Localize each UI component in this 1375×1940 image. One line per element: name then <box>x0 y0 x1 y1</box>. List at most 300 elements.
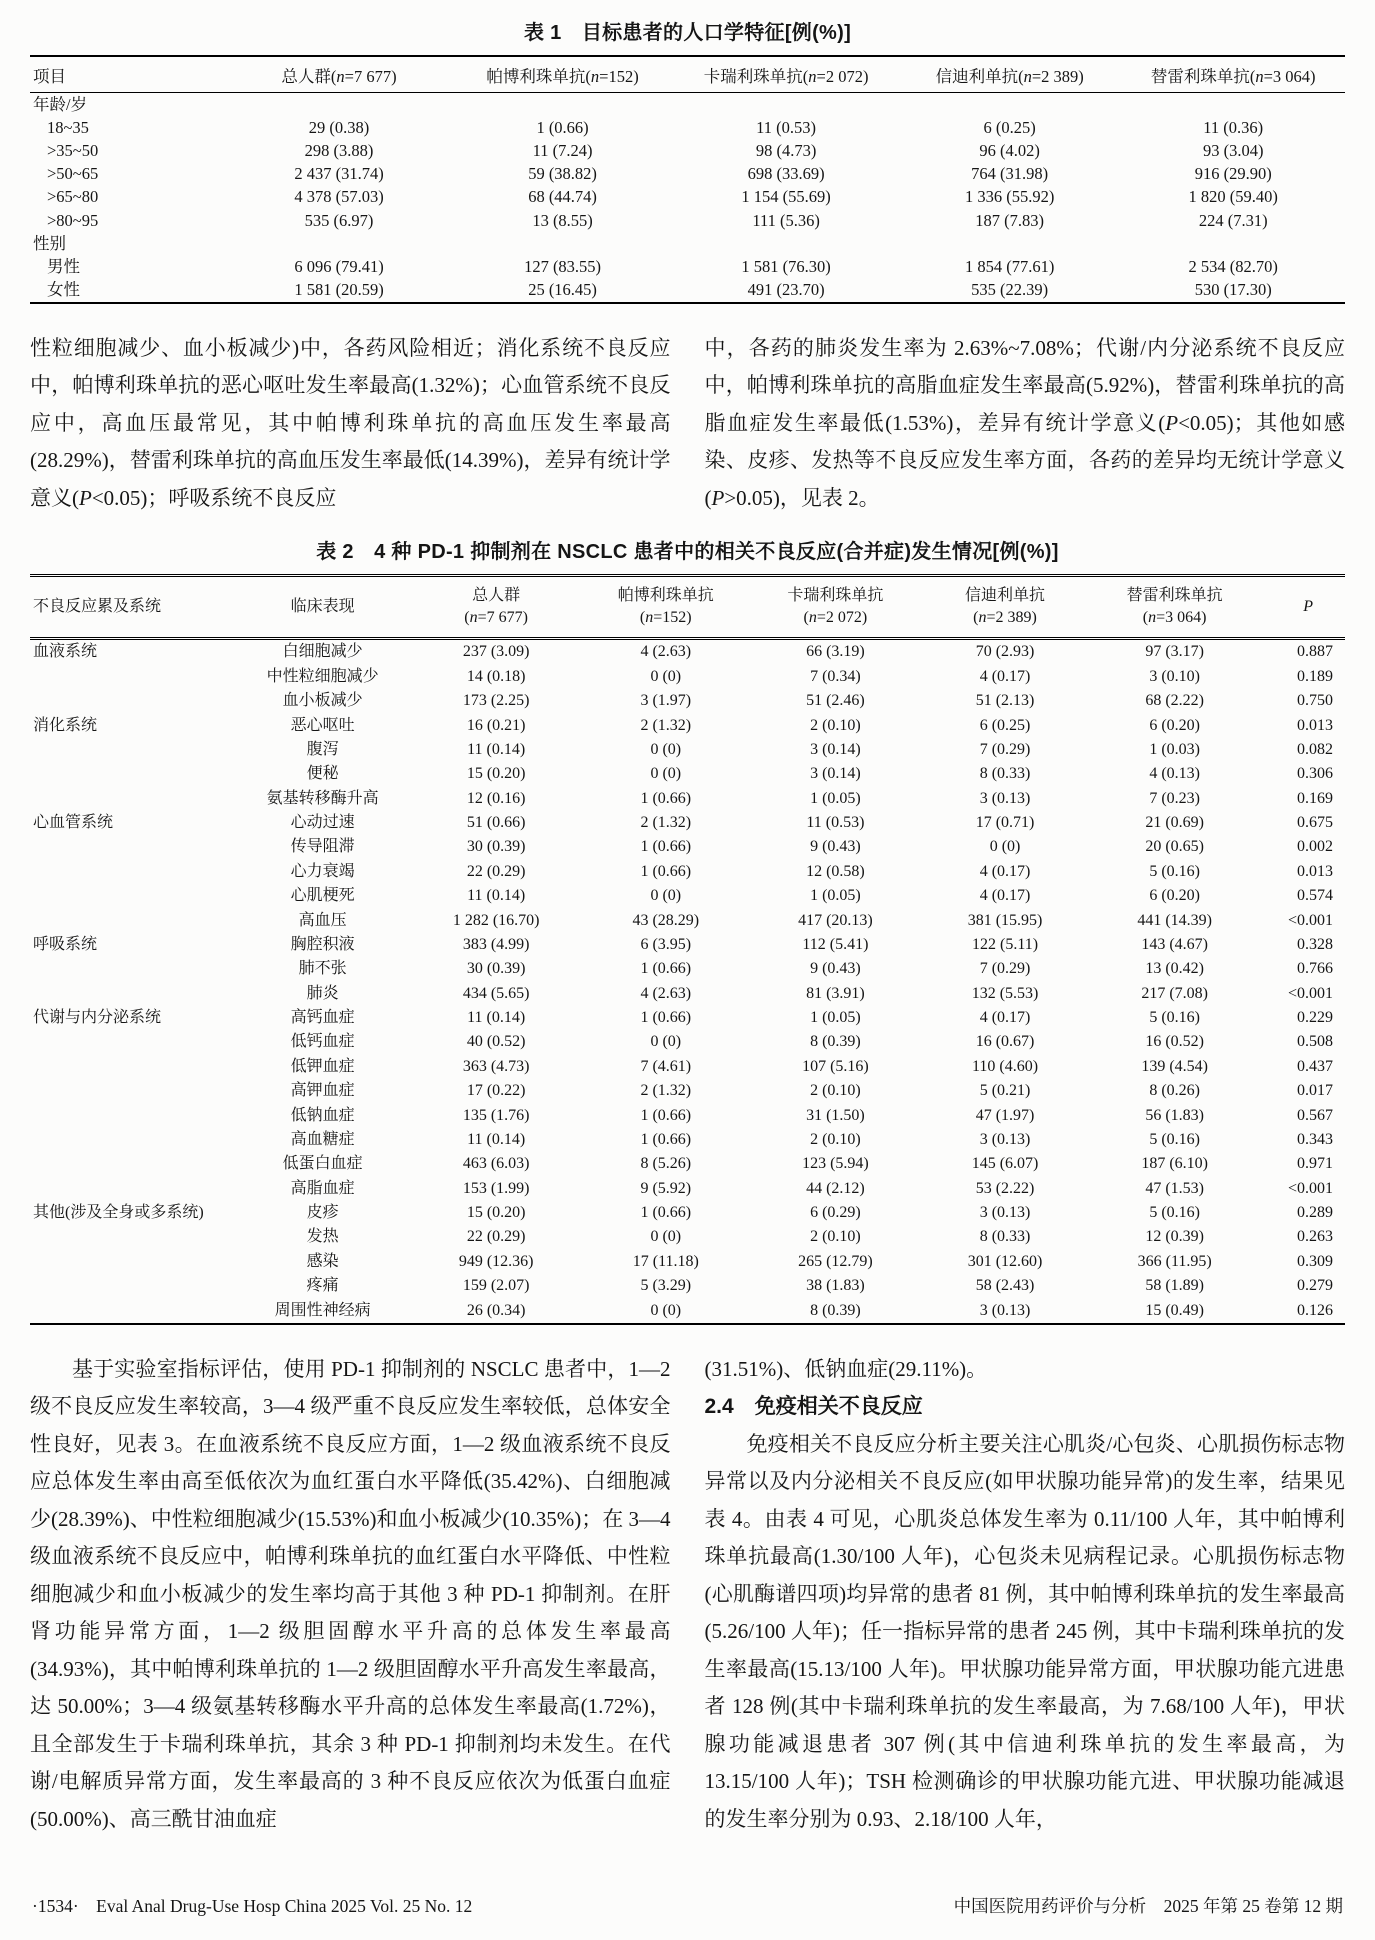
row-system-label <box>30 1152 234 1176</box>
cell-value: 1 (0.66) <box>640 960 692 978</box>
cell-value: 7 (4.61) <box>640 1057 692 1075</box>
cell-value: 11 (0.53) <box>756 117 817 137</box>
cell-value: 6 (0.25) <box>979 716 1031 734</box>
cell-value: 301 (12.60) <box>967 1252 1043 1270</box>
body-paragraph: 中，各药的肺炎发生率为 2.63%~7.08%；代谢/内分泌系统不良反应中，帕博利珠单抗的高脂血症发生率最高(5.92%)，替雷利珠单抗的高脂血症发生率最低(1.53%)，差异有统计学意义(P<0.05)；其他如感染、皮疹、发热等不良反应发生率方面，各药的差异均无统计学意义(P>0.05)，见表 2。 <box>704 335 1345 510</box>
row-symptom-label: 氨基转移酶升高 <box>266 789 379 807</box>
table2-row <box>30 1250 1345 1274</box>
cell-value: 30 (0.39) <box>466 960 526 978</box>
cell-p-value: 0.574 <box>1297 887 1333 905</box>
cell-value: 366 (11.95) <box>1137 1252 1212 1270</box>
table1-header-row <box>30 56 1345 93</box>
row-symptom-label: 低钙血症 <box>290 1033 355 1051</box>
cell-value: 187 (7.83) <box>975 210 1045 230</box>
cell-value: 441 (14.39) <box>1137 911 1212 929</box>
table1-header-item: 替雷利珠单抗(n=3 064) <box>1121 56 1345 93</box>
cell-value: 1 (0.05) <box>810 1009 861 1026</box>
footer-journal-cn: 中国医院用药评价与分析 2025 年第 25 卷第 12 期 <box>953 1896 1343 1916</box>
row-symptom-label: 高血糖症 <box>290 1130 355 1148</box>
cell-value: 13 (8.55) <box>532 210 593 230</box>
drug-n: (n=3 064) <box>1142 609 1207 627</box>
cell-value: 5 (0.16) <box>1149 1130 1200 1148</box>
row-symptom-label: 皮疹 <box>306 1204 339 1221</box>
table2-row <box>30 1128 1345 1152</box>
table2-row <box>30 1201 1345 1225</box>
row-symptom-label: 低蛋白血症 <box>282 1155 363 1173</box>
row-system-label: 消化系统 <box>33 716 98 734</box>
row-system-label <box>30 1225 234 1249</box>
table2-row <box>30 639 1345 665</box>
row-system-label <box>30 1298 234 1323</box>
cell-value: 68 (44.74) <box>528 187 597 207</box>
cell-value: 4 (0.13) <box>1149 765 1200 783</box>
row-system-label: 呼吸系统 <box>33 935 98 953</box>
cell-value: 5 (3.29) <box>640 1277 692 1295</box>
cell-value: 698 (33.69) <box>747 164 825 184</box>
row-system-label <box>30 884 234 908</box>
cell-value: 15 (0.20) <box>466 1204 526 1221</box>
cell-value: 0 (0) <box>650 1228 682 1246</box>
table1-header <box>30 56 1345 93</box>
cell-value: 2 437 (31.74) <box>294 164 384 184</box>
table1-body <box>30 93 1345 303</box>
row-symptom-label: 感染 <box>306 1252 339 1270</box>
cell-value: 110 (4.60) <box>971 1057 1039 1075</box>
cell-value: 3 (0.14) <box>810 740 861 758</box>
cell-value: 6 (0.20) <box>1149 887 1200 905</box>
cell-value: 8 (5.26) <box>640 1155 692 1173</box>
cell-value: 53 (2.22) <box>975 1179 1035 1197</box>
row-system-label <box>30 689 234 713</box>
row-symptom-label: 高脂血症 <box>290 1179 355 1197</box>
row-system-label <box>30 1274 234 1298</box>
cell-value: 7 (0.34) <box>810 667 861 685</box>
table2-row <box>30 933 1345 957</box>
cell-value: 530 (17.30) <box>1194 280 1272 300</box>
cell-value: 98 (4.73) <box>755 140 817 160</box>
table2-row <box>30 1006 1345 1030</box>
cell-value: 1 (0.66) <box>640 862 692 880</box>
cell-value: 44 (2.12) <box>806 1179 865 1197</box>
cell-value: 143 (4.67) <box>1141 935 1208 953</box>
table2-title: 表 2 4 种 PD-1 抑制剂在 NSCLC 患者中的相关不良反应(合并症)发生情况[例(%)] <box>316 541 1059 564</box>
cell-value: 9 (0.43) <box>810 838 861 856</box>
table2-row <box>30 908 1345 932</box>
cell-value: 4 (0.17) <box>979 862 1031 880</box>
cell-value: 122 (5.11) <box>971 935 1039 953</box>
cell-value: 224 (7.31) <box>1198 210 1268 230</box>
table2-row <box>30 1103 1345 1127</box>
body-paragraph: (31.51%)、低钠血症(29.11%)。 <box>704 1356 988 1381</box>
cell-value: 40 (0.52) <box>466 1033 526 1051</box>
table2-header-item <box>581 576 751 639</box>
footer-journal-en: ·1534· Eval Anal Drug-Use Hosp China 2025 Vol. 25 No. 12 <box>32 1896 473 1916</box>
cell-value: 17 (0.71) <box>975 814 1035 831</box>
cell-value: 1 (0.05) <box>810 789 861 807</box>
cell-value: 0 (0) <box>650 667 682 685</box>
row-label: >35~50 <box>47 140 99 160</box>
table2-row <box>30 713 1345 737</box>
row-system-label: 心血管系统 <box>33 814 114 831</box>
cell-value: 68 (2.22) <box>1145 692 1204 710</box>
row-system-label <box>30 981 234 1005</box>
cell-p-value: 0.189 <box>1297 667 1333 685</box>
row-symptom-label: 低钠血症 <box>290 1106 355 1124</box>
table2-row <box>30 1298 1345 1323</box>
cell-value: 1 (0.66) <box>640 1204 692 1221</box>
cell-value: 22 (0.29) <box>466 1228 526 1246</box>
body-paragraph: 性粒细胞减少、血小板减少)中，各药风险相近；消化系统不良反应中，帕博利珠单抗的恶心呕吐发生率最高(1.32%)；心血管系统不良反应中，高血压最常见，其中帕博利珠单抗的高血压发生率最高(28.29%)，替雷利珠单抗的高血压发生率最低(14.39%)，差异有统计学意义(P<0.05)；呼吸系统不良反应 <box>30 335 671 510</box>
cell-p-value: 0.289 <box>1297 1204 1333 1221</box>
table2 <box>30 574 1345 1325</box>
cell-value: 58 (2.43) <box>975 1277 1035 1295</box>
row-symptom-label: 心力衰竭 <box>290 862 355 880</box>
cell-value: 16 (0.21) <box>466 716 526 734</box>
cell-value: 29 (0.38) <box>308 117 370 137</box>
cell-value: 12 (0.39) <box>1145 1228 1204 1246</box>
row-system-label <box>30 1079 234 1103</box>
cell-p-value: 0.306 <box>1297 765 1333 783</box>
cell-value: 3 (0.14) <box>810 765 861 783</box>
cell-value: 535 (6.97) <box>304 210 374 230</box>
table1-header-item: 信迪利单抗(n=2 389) <box>898 56 1122 93</box>
drug-n: (n=7 677) <box>464 609 528 627</box>
cell-value: 22 (0.29) <box>466 862 526 880</box>
table2-row <box>30 860 1345 884</box>
cell-value: 0 (0) <box>650 1033 682 1051</box>
bottom-text-columns <box>30 1351 1345 1839</box>
cell-p-value: 0.343 <box>1297 1130 1333 1148</box>
row-symptom-label: 高钾血症 <box>290 1082 355 1100</box>
table1-row <box>30 163 1345 186</box>
cell-value: 5 (0.16) <box>1149 862 1200 880</box>
row-system-label <box>30 665 234 689</box>
table1-title: 表 1 目标患者的人口学特征[例(%)] <box>523 22 852 44</box>
cell-p-value: 0.508 <box>1297 1033 1333 1051</box>
cell-value: 6 (3.95) <box>640 935 692 953</box>
row-system-label: 血液系统 <box>33 643 98 661</box>
cell-value: 30 (0.39) <box>466 838 526 856</box>
cell-value: 5 (0.16) <box>1149 1009 1200 1026</box>
cell-value: 8 (0.33) <box>979 765 1031 783</box>
cell-value: 11 (7.24) <box>532 140 593 160</box>
cell-value: 383 (4.99) <box>462 935 530 953</box>
row-system-label: 其他(涉及全身或多系统) <box>33 1204 204 1221</box>
cell-value: 7 (0.23) <box>1149 789 1200 807</box>
cell-value: 70 (2.93) <box>975 643 1035 661</box>
row-system-label <box>30 1176 234 1200</box>
body-paragraph: 基于实验室指标评估，使用 PD-1 抑制剂的 NSCLC 患者中，1—2 级不良反应发生率较高，3—4 级严重不良反应发生率较低，总体安全性良好，见表 3。在血液系统不良反应方面，1—2 级血液系统不良反应总体发生率由高至低依次为血红蛋白水平降低(35.42%)、白细胞减少(28.39%)、中性粒细胞减少(15.53%)和血小板减少(10.35%)；在 3—4 级血液系统不良反应中，帕博利珠单抗的血红蛋白水平降低、中性粒细胞减少和血小板减少的发生率均高于其他 3 种 PD-1 抑制剂。在肝肾功能异常方面，1—2 级胆固醇水平升高的总体发生率最高(34.93%)，其中帕博利珠单抗的 1—2 级胆固醇水平升高发生率最高，达 50.00%；3—4 级氨基转移酶水平升高的总体发生率最高(1.72%)，且全部发生于卡瑞利珠单抗，其余 3 种 PD-1 抑制剂均未发生。在代谢/电解质异常方面，发生率最高的 3 种不良反应依次为低蛋白血症(50.00%)、高三酰甘油血症 <box>30 1356 671 1831</box>
cell-value: 949 (12.36) <box>458 1252 534 1270</box>
table2-header <box>30 576 1345 639</box>
row-symptom-label: 便秘 <box>306 765 339 783</box>
row-label: >65~80 <box>47 187 99 207</box>
cell-p-value: 0.279 <box>1297 1277 1333 1295</box>
cell-value: 8 (0.33) <box>979 1228 1031 1246</box>
body-paragraph: 免疫相关不良反应分析主要关注心肌炎/心包炎、心肌损伤标志物异常以及内分泌相关不良反应(如甲状腺功能异常)的发生率，结果见表 4。由表 4 可见，心肌炎总体发生率为 0.11/100 人年，其中帕博利珠单抗最高(1.30/100 人年)，心包炎未见病程记录。心肌损伤标志物(心肌酶谱四项)均异常的患者 81 例，其中帕博利珠单抗的发生率最高(5.26/100 人年)；任一指标异常的患者 245 例，其中卡瑞利珠单抗的发生率最高(15.13/100 人年)。甲状腺功能异常方面，甲状腺功能亢进患者 128 例(其中卡瑞利珠单抗的发生率最高，为 7.68/100 人年)，甲状腺功能减退患者 307 例(其中信迪利珠单抗的发生率最高，为 13.15/100 人年)；TSH 检测确诊的甲状腺功能亢进、甲状腺功能减退的发生率分别为 0.93、2.18/100 人年， <box>704 1431 1345 1831</box>
row-symptom-label: 肺炎 <box>306 984 339 1002</box>
table1-section <box>30 20 1345 304</box>
cell-value: 3 (1.97) <box>640 692 692 710</box>
cell-value: 2 (0.10) <box>810 1130 861 1148</box>
cell-value: 17 (0.22) <box>466 1082 526 1100</box>
table2-row <box>30 1274 1345 1298</box>
cell-p-value: 0.013 <box>1297 862 1333 880</box>
cell-value: 2 (0.10) <box>810 716 861 734</box>
table1-header-item: 项目 <box>30 56 227 93</box>
page-footer <box>30 1893 1345 1918</box>
table1-section-row <box>30 232 1345 255</box>
table2-header-item <box>920 576 1090 639</box>
cell-value: 9 (5.92) <box>640 1179 692 1197</box>
cell-value: 16 (0.67) <box>975 1033 1035 1051</box>
table2-row <box>30 981 1345 1005</box>
cell-value: 93 (3.04) <box>1202 140 1264 160</box>
cell-p-value: 0.567 <box>1297 1106 1333 1124</box>
cell-value: 14 (0.18) <box>466 667 526 685</box>
cell-value: 58 (1.89) <box>1145 1277 1204 1295</box>
row-system-label <box>30 957 234 981</box>
cell-value: 11 (0.14) <box>467 887 526 905</box>
cell-value: 2 (1.32) <box>640 716 692 734</box>
row-section-label: 年龄/岁 <box>33 94 88 114</box>
table1-row <box>30 116 1345 139</box>
row-system-label <box>30 1103 234 1127</box>
cell-value: 112 (5.41) <box>802 935 869 953</box>
row-symptom-label: 胸腔积液 <box>290 935 355 953</box>
cell-value: 491 (23.70) <box>747 280 825 300</box>
cell-p-value: 0.017 <box>1297 1082 1333 1100</box>
row-section-label: 性别 <box>33 233 66 253</box>
cell-value: 463 (6.03) <box>462 1155 530 1173</box>
cell-value: 381 (15.95) <box>967 911 1043 929</box>
row-system-label <box>30 738 234 762</box>
cell-value: 1 (0.66) <box>640 1106 692 1124</box>
cell-value: 3 (0.10) <box>1149 667 1200 685</box>
cell-value: 1 154 (55.69) <box>741 187 831 207</box>
drug-name: 总人群 <box>472 587 521 605</box>
table2-row <box>30 1152 1345 1176</box>
cell-value: 2 (0.10) <box>810 1082 861 1100</box>
drug-n: (n=2 072) <box>803 609 868 627</box>
row-symptom-label: 心肌梗死 <box>290 887 355 905</box>
cell-value: 6 (0.25) <box>983 117 1036 137</box>
cell-value: 3 (0.13) <box>979 1130 1031 1148</box>
row-symptom-label: 高钙血症 <box>290 1009 355 1026</box>
row-system-label <box>30 762 234 786</box>
row-symptom-label: 发热 <box>306 1228 339 1246</box>
cell-value: 11 (0.14) <box>467 1130 526 1148</box>
table2-header-p: P <box>1259 576 1345 639</box>
text-column-left <box>30 330 671 518</box>
row-system-label <box>30 1030 234 1054</box>
cell-value: 1 (0.66) <box>640 1009 692 1026</box>
cell-value: 43 (28.29) <box>632 911 700 929</box>
cell-value: 8 (0.39) <box>810 1301 861 1319</box>
cell-p-value: 0.437 <box>1297 1057 1333 1075</box>
table1-row <box>30 186 1345 209</box>
table2-header-system: 不良反应累及系统 <box>30 576 234 639</box>
cell-value: 916 (29.90) <box>1194 164 1272 184</box>
cell-value: 51 (2.46) <box>806 692 865 710</box>
drug-n: (n=152) <box>639 609 692 627</box>
cell-value: 11 (0.36) <box>1203 117 1264 137</box>
table2-row <box>30 762 1345 786</box>
table1-row <box>30 139 1345 162</box>
cell-value: 47 (1.53) <box>1145 1179 1204 1197</box>
row-system-label <box>30 860 234 884</box>
row-system-label <box>30 1128 234 1152</box>
cell-value: 31 (1.50) <box>806 1106 865 1124</box>
table2-row <box>30 786 1345 810</box>
cell-value: 6 (0.29) <box>810 1204 861 1221</box>
cell-value: 4 (2.63) <box>640 984 692 1002</box>
cell-p-value: 0.229 <box>1297 1009 1333 1026</box>
cell-value: 2 534 (82.70) <box>1188 256 1278 276</box>
table2-header-item <box>1090 576 1260 639</box>
row-system-label <box>30 1250 234 1274</box>
drug-name: 信迪利单抗 <box>965 587 1046 605</box>
cell-value: 1 282 (16.70) <box>452 911 540 929</box>
cell-value: 6 (0.20) <box>1149 716 1200 734</box>
cell-value: 26 (0.34) <box>466 1301 526 1319</box>
cell-value: 217 (7.08) <box>1141 984 1208 1002</box>
table2-row <box>30 957 1345 981</box>
table2-row <box>30 738 1345 762</box>
cell-value: 1 581 (20.59) <box>294 280 384 300</box>
cell-value: 21 (0.69) <box>1145 814 1204 831</box>
cell-value: 298 (3.88) <box>304 140 374 160</box>
cell-value: 81 (3.91) <box>806 984 865 1002</box>
text-column-left <box>30 1351 671 1839</box>
mid-text-columns <box>30 330 1345 518</box>
cell-value: 2 (0.10) <box>810 1228 861 1246</box>
row-symptom-label: 心动过速 <box>290 814 355 831</box>
table1-row <box>30 255 1345 278</box>
cell-value: 12 (0.16) <box>466 789 526 807</box>
table2-row <box>30 689 1345 713</box>
cell-value: 12 (0.58) <box>806 862 865 880</box>
cell-value: 417 (20.13) <box>798 911 873 929</box>
row-symptom-label: 传导阻滞 <box>290 838 355 856</box>
cell-value: 66 (3.19) <box>806 643 865 661</box>
cell-p-value: 0.971 <box>1297 1155 1333 1173</box>
cell-p-value: 0.126 <box>1297 1301 1333 1319</box>
cell-value: 127 (83.55) <box>524 256 602 276</box>
cell-p-value: 0.675 <box>1297 814 1333 831</box>
table1-row <box>30 209 1345 232</box>
row-symptom-label: 恶心呕吐 <box>290 716 355 734</box>
cell-value: 535 (22.39) <box>971 280 1049 300</box>
table2-header-item <box>751 576 921 639</box>
cell-value: 4 (0.17) <box>979 887 1031 905</box>
table2-body <box>30 639 1345 1324</box>
table1-header-item: 卡瑞利珠单抗(n=2 072) <box>674 56 898 93</box>
cell-p-value: <0.001 <box>1287 1179 1333 1197</box>
row-symptom-label: 白细胞减少 <box>282 643 363 661</box>
drug-n: (n=2 389) <box>973 609 1037 627</box>
table2-row <box>30 1055 1345 1079</box>
cell-value: 56 (1.83) <box>1145 1106 1204 1124</box>
cell-value: 3 (0.13) <box>979 1301 1031 1319</box>
cell-value: 153 (1.99) <box>462 1179 530 1197</box>
row-system-label: 代谢与内分泌系统 <box>33 1009 162 1026</box>
table2-row <box>30 1176 1345 1200</box>
cell-p-value: 0.750 <box>1297 692 1333 710</box>
row-symptom-label: 低钾血症 <box>290 1057 355 1075</box>
row-system-label <box>30 1055 234 1079</box>
cell-value: 4 (2.63) <box>640 643 692 661</box>
row-label: 男性 <box>47 256 80 276</box>
row-symptom-label: 中性粒细胞减少 <box>266 667 379 685</box>
cell-value: 11 (0.53) <box>806 814 865 831</box>
cell-value: 363 (4.73) <box>462 1057 530 1075</box>
cell-value: 0 (0) <box>989 838 1021 856</box>
cell-value: 2 (1.32) <box>640 1082 692 1100</box>
row-symptom-label: 腹泻 <box>306 740 339 758</box>
cell-value: 5 (0.16) <box>1149 1204 1200 1221</box>
cell-value: 107 (5.16) <box>802 1057 869 1075</box>
cell-value: 20 (0.65) <box>1145 838 1204 856</box>
table2-section <box>30 539 1345 1325</box>
row-system-label <box>30 835 234 859</box>
cell-value: 5 (0.21) <box>979 1082 1031 1100</box>
cell-value: 1 336 (55.92) <box>964 187 1055 207</box>
row-label: >80~95 <box>47 210 99 230</box>
cell-value: 434 (5.65) <box>462 984 530 1002</box>
cell-value: 6 096 (79.41) <box>294 256 384 276</box>
row-system-label <box>30 908 234 932</box>
cell-value: 1 581 (76.30) <box>741 256 831 276</box>
cell-value: 47 (1.97) <box>975 1106 1035 1124</box>
cell-p-value: 0.169 <box>1297 789 1333 807</box>
cell-value: 132 (5.53) <box>971 984 1039 1002</box>
table2-row <box>30 811 1345 835</box>
cell-value: 145 (6.07) <box>971 1155 1039 1173</box>
table1-header-item: 帕博利珠单抗(n=152) <box>451 56 675 93</box>
row-label: >50~65 <box>47 164 99 184</box>
cell-value: 38 (1.83) <box>806 1277 865 1295</box>
table2-row <box>30 1030 1345 1054</box>
cell-value: 764 (31.98) <box>971 164 1049 184</box>
cell-p-value: 0.082 <box>1297 740 1333 758</box>
cell-p-value: 0.263 <box>1297 1228 1333 1246</box>
cell-value: 123 (5.94) <box>802 1155 869 1173</box>
cell-value: 139 (4.54) <box>1141 1057 1208 1075</box>
row-label: 女性 <box>47 280 80 300</box>
cell-value: 11 (0.14) <box>467 1009 526 1026</box>
cell-value: 1 (0.66) <box>640 1130 692 1148</box>
cell-value: 96 (4.02) <box>979 140 1040 160</box>
row-symptom-label: 肺不张 <box>298 960 347 978</box>
table2-row <box>30 665 1345 689</box>
table2-header-row <box>30 576 1345 639</box>
cell-value: 1 (0.66) <box>536 117 589 137</box>
text-column-right <box>705 330 1346 518</box>
cell-value: 51 (0.66) <box>466 814 526 831</box>
cell-value: 2 (1.32) <box>640 814 692 831</box>
cell-value: 11 (0.14) <box>467 740 526 758</box>
table2-row <box>30 884 1345 908</box>
cell-value: 13 (0.42) <box>1145 960 1204 978</box>
table1-header-item: 总人群(n=7 677) <box>227 56 451 93</box>
cell-value: 4 (0.17) <box>979 667 1031 685</box>
cell-value: 7 (0.29) <box>979 960 1031 978</box>
table2-row <box>30 835 1345 859</box>
cell-p-value: 0.309 <box>1297 1252 1333 1270</box>
cell-p-value: <0.001 <box>1287 984 1333 1002</box>
cell-p-value: 0.766 <box>1297 960 1333 978</box>
